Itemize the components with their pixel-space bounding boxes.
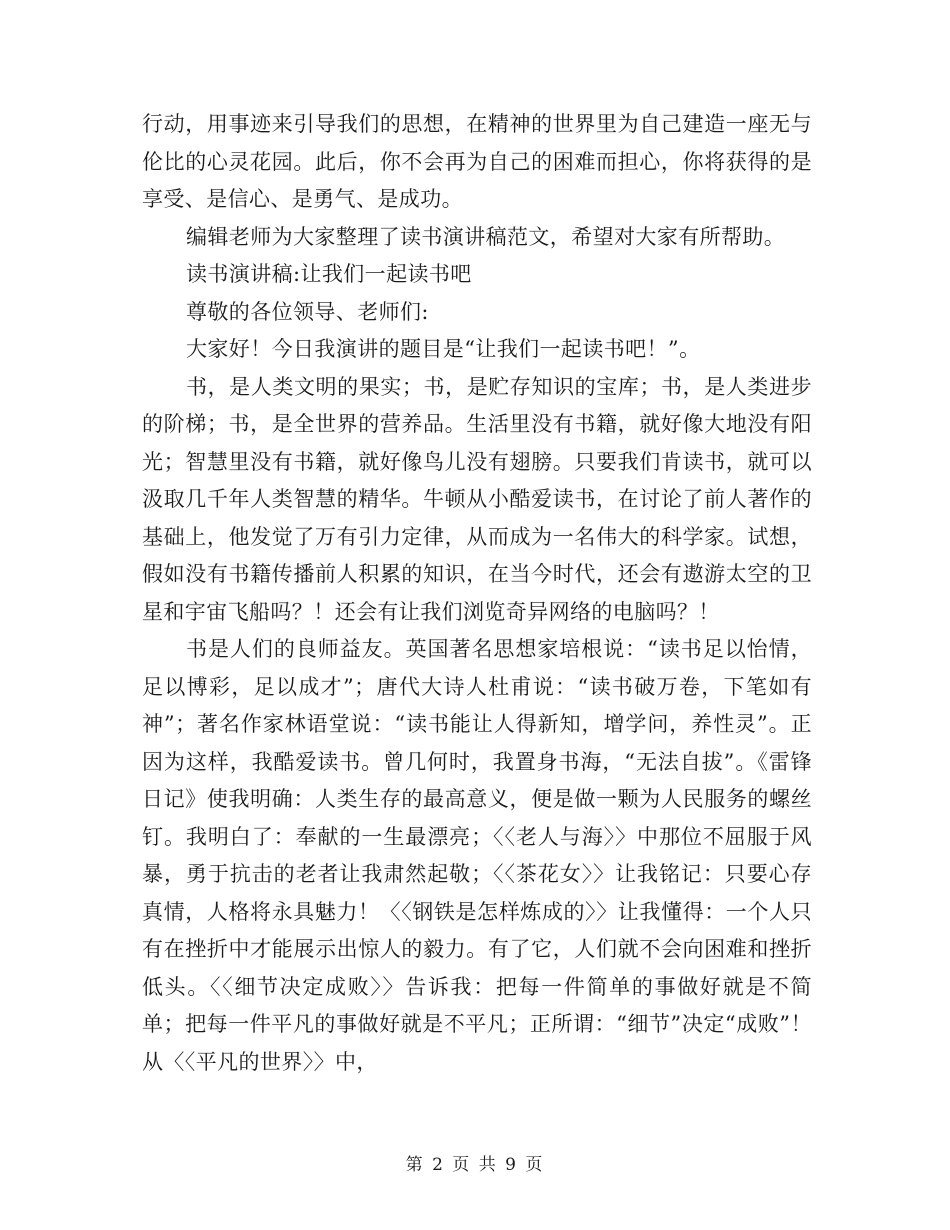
paragraph-editor-note: 编辑老师为大家整理了读书演讲稿范文，希望对大家有所帮助。 — [186, 224, 786, 249]
document-body — [142, 106, 812, 1081]
paragraph-books-friends: 书是人们的良师益友。英国著名思想家培根说：“读书足以怡情，足以博彩，足以成才”；唐代大诗人杜甫说：“读书破万卷，下笔如有神”；著名作家林语堂说：“读书能让人得新知，增学问，养性灵”。正因为这样，我酷爱读书。曾几何时，我置身书海，“无法自拔”。《雷锋日记》使我明确：人类生存的最高意义，便是做一颗为人民服务的螺丝钉。我明白了：奉献的一生最漂亮；〈〈老人与海〉〉中那位不屈服于风暴，勇于抗击的老者让我肃然起敬；〈〈茶花女〉〉让我铭记：只要心存真情，人格将永具魅力！〈〈钢铁是怎样炼成的〉〉让我懂得：一个人只有在挫折中才能展示出惊人的毅力。有了它，人们就不会向困难和挫折低头。〈〈细节决定成败〉〉告诉我：把每一件简单的事做好就是不简单；把每一件平凡的事做好就是不平凡；正所谓：“细节”决定“成败”！从〈〈平凡的世界〉〉中， — [142, 637, 812, 1074]
salutation: 尊敬的各位领导、老师们: — [186, 299, 429, 324]
greeting: 大家好！今日我演讲的题目是“让我们一起读书吧！”。 — [186, 337, 701, 361]
speech-title: 读书演讲稿:让我们一起读书吧 — [186, 262, 472, 286]
paragraph-books-value: 书，是人类文明的果实；书，是贮存知识的宝库；书，是人类进步的阶梯；书，是全世界的营养品。生活里没有书籍，就好像大地没有阳光；智慧里没有书籍，就好像鸟儿没有翅膀。只要我们肯读书，就可以汲取几千年人类智慧的精华。牛顿从小酷爱读书，在讨论了前人著作的基础上，他发觉了万有引力定律，从而成为一名伟大的科学家。试想，假如没有书籍传播前人积累的知识，在当今时代，还会有遨游太空的卫星和宇宙飞船吗？！还会有让我们浏览奇异网络的电脑吗？！ — [142, 374, 812, 624]
page-number-footer: 第 2 页 共 9 页 — [405, 1155, 545, 1175]
paragraph-continuation: 行动，用事迹来引导我们的思想，在精神的世界里为自己建造一座无与伦比的心灵花园。此后，你不会再为自己的困难而担心，你将获得的是享受、是信心、是勇气、是成功。 — [142, 112, 812, 211]
